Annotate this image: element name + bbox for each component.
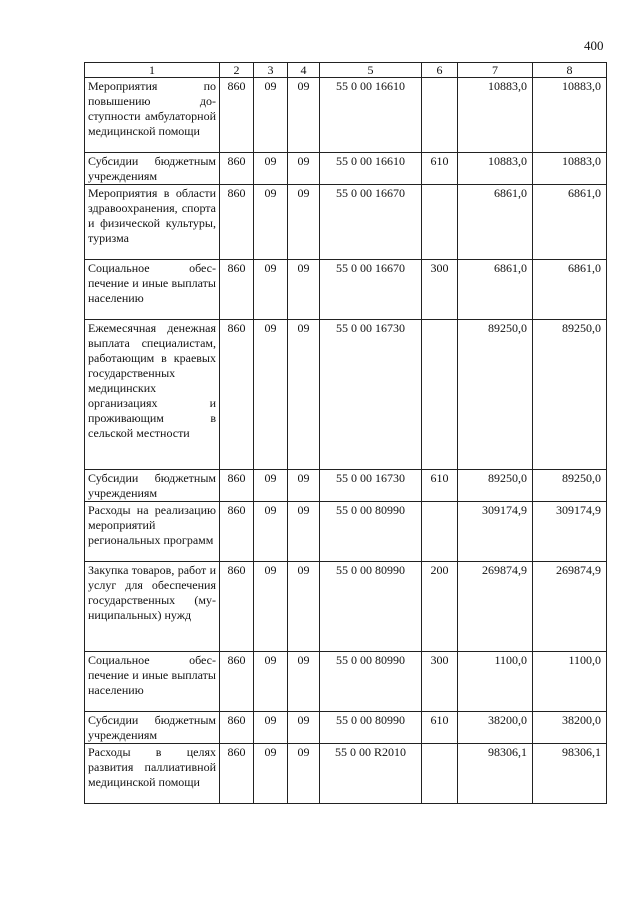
cell-name: Расходы в целях развития паллиативной медицинской помощи (85, 744, 220, 804)
cell-amount-1: 6861,0 (458, 260, 533, 320)
cell-amount-2: 10883,0 (533, 153, 607, 185)
table-row (85, 744, 607, 804)
cell-subsection: 09 (288, 502, 320, 562)
cell-target-article: 55 0 00 16670 (320, 260, 422, 320)
cell-section: 09 (254, 562, 288, 652)
cell-amount-2: 89250,0 (533, 320, 607, 470)
cell-target-article: 55 0 00 16730 (320, 470, 422, 502)
cell-amount-1: 38200,0 (458, 712, 533, 744)
cell-subsection: 09 (288, 153, 320, 185)
cell-amount-2: 6861,0 (533, 185, 607, 260)
budget-table (84, 62, 607, 804)
cell-amount-1: 10883,0 (458, 153, 533, 185)
cell-amount-1: 98306,1 (458, 744, 533, 804)
cell-section: 09 (254, 470, 288, 502)
cell-expense-type: 610 (422, 712, 458, 744)
cell-target-article: 55 0 00 16610 (320, 78, 422, 153)
cell-name: Субсидии бюджетным учреждениям (85, 153, 220, 185)
table-row (85, 652, 607, 712)
cell-ministry: 860 (220, 320, 254, 470)
cell-ministry: 860 (220, 185, 254, 260)
cell-ministry: 860 (220, 652, 254, 712)
cell-ministry: 860 (220, 744, 254, 804)
table-row (85, 185, 607, 260)
cell-section: 09 (254, 153, 288, 185)
cell-subsection: 09 (288, 744, 320, 804)
cell-name: Расходы на реализацию мероприятий региональных программ (85, 502, 220, 562)
cell-amount-2: 98306,1 (533, 744, 607, 804)
cell-amount-1: 309174,9 (458, 502, 533, 562)
cell-amount-2: 309174,9 (533, 502, 607, 562)
cell-expense-type: 300 (422, 652, 458, 712)
cell-amount-1: 10883,0 (458, 78, 533, 153)
cell-amount-2: 38200,0 (533, 712, 607, 744)
cell-name: Социальное обеспечение и иные выплаты населению (85, 260, 220, 320)
table-row (85, 470, 607, 502)
cell-section: 09 (254, 320, 288, 470)
cell-ministry: 860 (220, 470, 254, 502)
cell-amount-1: 89250,0 (458, 470, 533, 502)
cell-expense-type (422, 185, 458, 260)
cell-amount-1: 269874,9 (458, 562, 533, 652)
page-number: 400 (584, 38, 604, 53)
cell-amount-1: 89250,0 (458, 320, 533, 470)
cell-section: 09 (254, 185, 288, 260)
cell-name: Мероприятия в области здравоохранения, спорта и физической культуры, туризма (85, 185, 220, 260)
cell-subsection: 09 (288, 562, 320, 652)
header-cell: 6 (422, 63, 458, 78)
table-row (85, 320, 607, 470)
cell-target-article: 55 0 00 16730 (320, 320, 422, 470)
cell-target-article: 55 0 00 80990 (320, 652, 422, 712)
cell-expense-type: 300 (422, 260, 458, 320)
cell-name: Закупка товаров, работ и услуг для обеспечения государственных (муниципальных) нужд (85, 562, 220, 652)
cell-section: 09 (254, 652, 288, 712)
cell-expense-type: 610 (422, 153, 458, 185)
cell-amount-2: 10883,0 (533, 78, 607, 153)
cell-section: 09 (254, 78, 288, 153)
header-cell: 5 (320, 63, 422, 78)
cell-amount-2: 1100,0 (533, 652, 607, 712)
header-cell: 1 (85, 63, 220, 78)
cell-subsection: 09 (288, 260, 320, 320)
header-cell: 8 (533, 63, 607, 78)
header-cell: 4 (288, 63, 320, 78)
cell-expense-type (422, 78, 458, 153)
cell-amount-2: 6861,0 (533, 260, 607, 320)
cell-section: 09 (254, 712, 288, 744)
cell-target-article: 55 0 00 80990 (320, 502, 422, 562)
cell-amount-1: 1100,0 (458, 652, 533, 712)
table-row (85, 502, 607, 562)
cell-expense-type: 200 (422, 562, 458, 652)
cell-ministry: 860 (220, 78, 254, 153)
table-row (85, 562, 607, 652)
cell-ministry: 860 (220, 712, 254, 744)
cell-name: Мероприятия по повышению доступности амбулаторной медицинской помощи (85, 78, 220, 153)
cell-name: Субсидии бюджетным учреждениям (85, 470, 220, 502)
cell-subsection: 09 (288, 78, 320, 153)
cell-target-article: 55 0 00 80990 (320, 712, 422, 744)
cell-subsection: 09 (288, 320, 320, 470)
table-row (85, 712, 607, 744)
cell-target-article: 55 0 00 16610 (320, 153, 422, 185)
table-row (85, 153, 607, 185)
cell-subsection: 09 (288, 652, 320, 712)
cell-subsection: 09 (288, 712, 320, 744)
cell-amount-1: 6861,0 (458, 185, 533, 260)
header-cell: 7 (458, 63, 533, 78)
header-cell: 2 (220, 63, 254, 78)
header-cell: 3 (254, 63, 288, 78)
cell-target-article: 55 0 00 80990 (320, 562, 422, 652)
cell-name: Субсидии бюджетным учреждениям (85, 712, 220, 744)
cell-section: 09 (254, 260, 288, 320)
table-row (85, 78, 607, 153)
cell-ministry: 860 (220, 260, 254, 320)
cell-target-article: 55 0 00 R2010 (320, 744, 422, 804)
cell-amount-2: 269874,9 (533, 562, 607, 652)
cell-ministry: 860 (220, 153, 254, 185)
cell-expense-type (422, 744, 458, 804)
table-row (85, 260, 607, 320)
cell-target-article: 55 0 00 16670 (320, 185, 422, 260)
cell-amount-2: 89250,0 (533, 470, 607, 502)
cell-ministry: 860 (220, 502, 254, 562)
cell-name: Ежемесячная денежная выплата специалистам, работающим в краевых государственных медицинских организациях и проживающим в сельской местности (85, 320, 220, 470)
cell-subsection: 09 (288, 470, 320, 502)
cell-section: 09 (254, 744, 288, 804)
header-row (85, 63, 607, 78)
cell-ministry: 860 (220, 562, 254, 652)
cell-expense-type (422, 320, 458, 470)
cell-name: Социальное обеспечение и иные выплаты населению (85, 652, 220, 712)
cell-section: 09 (254, 502, 288, 562)
cell-subsection: 09 (288, 185, 320, 260)
cell-expense-type (422, 502, 458, 562)
cell-expense-type: 610 (422, 470, 458, 502)
